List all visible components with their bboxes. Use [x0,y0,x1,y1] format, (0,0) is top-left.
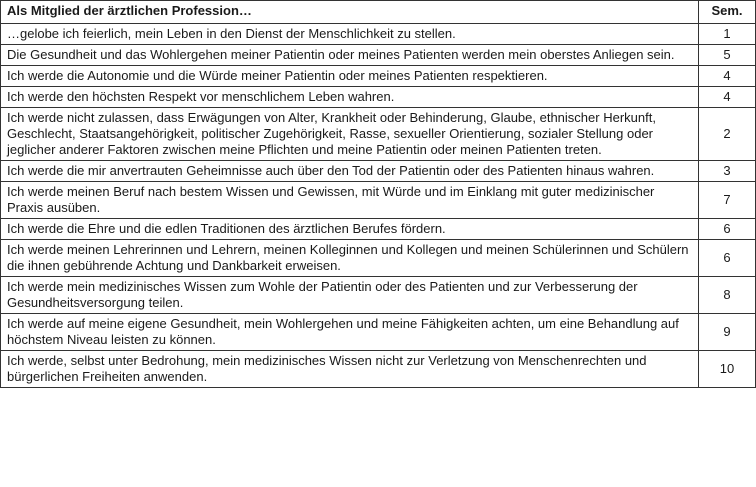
pledge-text: Ich werde mein medizinisches Wissen zum Wohle der Patientin oder des Patienten und zur Verbesserung der Gesundheitsversorgung teilen. [1,277,699,314]
table-row [1,314,756,351]
pledge-text: Ich werde, selbst unter Bedrohung, mein medizinisches Wissen nicht zur Verletzung von Menschenrechten und bürgerlichen Freiheiten anwenden. [1,351,699,388]
sem-value: 8 [699,277,756,314]
sem-value: 4 [699,66,756,87]
pledge-text: …gelobe ich feierlich, mein Leben in den Dienst der Menschlichkeit zu stellen. [1,24,699,45]
table-row [1,66,756,87]
table-row [1,182,756,219]
pledge-text: Ich werde die Autonomie und die Würde meiner Patientin oder meines Patienten respektieren. [1,66,699,87]
table-row [1,45,756,66]
header-sem: Sem. [699,1,756,24]
sem-value: 1 [699,24,756,45]
pledge-text: Die Gesundheit und das Wohlergehen meiner Patientin oder meines Patienten werden mein oberstes Anliegen sein. [1,45,699,66]
sem-value: 5 [699,45,756,66]
pledge-text: Ich werde die Ehre und die edlen Traditionen des ärztlichen Berufes fördern. [1,219,699,240]
pledge-text: Ich werde meinen Lehrerinnen und Lehrern, meinen Kolleginnen und Kollegen und meinen Schülerinnen und Schülern die ihnen gebührende Achtung und Dankbarkeit erweisen. [1,240,699,277]
sem-value: 3 [699,161,756,182]
sem-value: 4 [699,87,756,108]
table-header-row [1,1,756,24]
table-row [1,161,756,182]
pledge-text: Ich werde den höchsten Respekt vor menschlichem Leben wahren. [1,87,699,108]
table-row [1,24,756,45]
table-row [1,351,756,388]
pledge-text: Ich werde nicht zulassen, dass Erwägungen von Alter, Krankheit oder Behinderung, Glaube, ethnischer Herkunft, Geschlecht, Staatsangehörigkeit, politischer Zugehörigkeit, Rasse, sexueller Orientierung, sozialer Stellung oder jeglicher anderer Faktoren zwischen meine Pflichten und meine Patientin oder meinen Patienten treten. [1,108,699,161]
pledge-text: Ich werde auf meine eigene Gesundheit, mein Wohlergehen und meine Fähigkeiten achten, um eine Behandlung auf höchstem Niveau leisten zu können. [1,314,699,351]
table-row [1,240,756,277]
sem-value: 2 [699,108,756,161]
header-pledge-text: Als Mitglied der ärztlichen Profession… [1,1,699,24]
pledge-text: Ich werde die mir anvertrauten Geheimnisse auch über den Tod der Patientin oder des Patienten hinaus wahren. [1,161,699,182]
sem-value: 7 [699,182,756,219]
sem-value: 6 [699,219,756,240]
pledge-text: Ich werde meinen Beruf nach bestem Wissen und Gewissen, mit Würde und im Einklang mit guter medizinischer Praxis ausüben. [1,182,699,219]
table-row [1,87,756,108]
table-row [1,219,756,240]
table-row [1,277,756,314]
sem-value: 10 [699,351,756,388]
sem-value: 6 [699,240,756,277]
sem-value: 9 [699,314,756,351]
table-row [1,108,756,161]
